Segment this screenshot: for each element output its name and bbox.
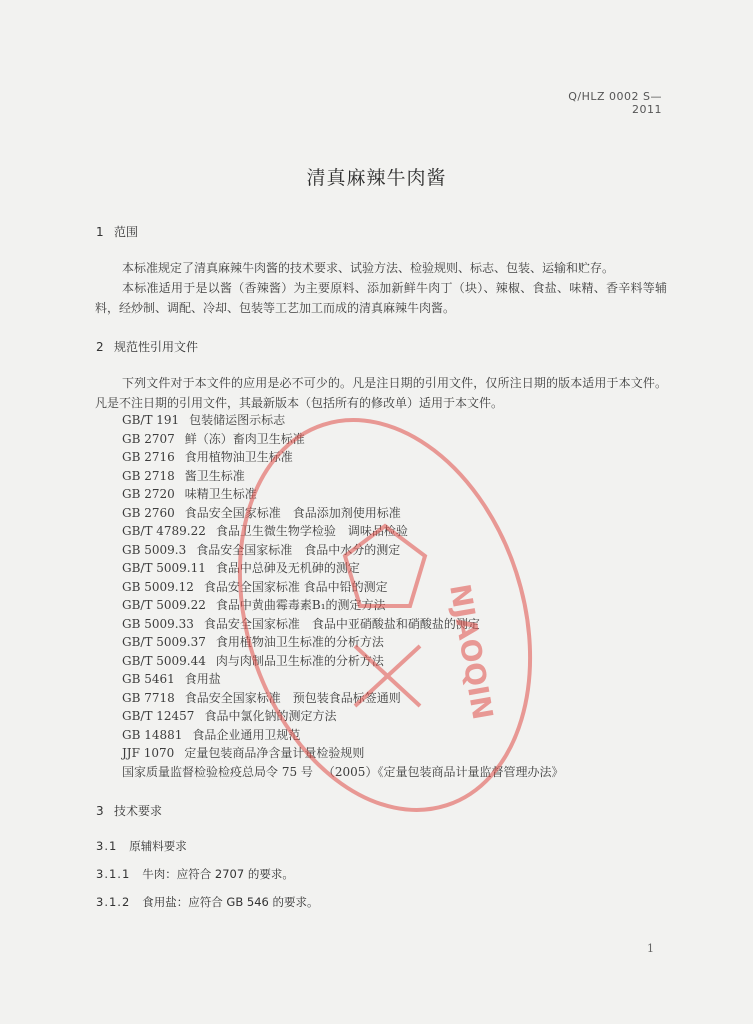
reference-title: 食品企业通用卫规范 xyxy=(192,727,301,742)
reference-item xyxy=(122,541,563,560)
reference-item xyxy=(122,707,563,726)
subsection-3-1-2 xyxy=(96,894,318,910)
reference-item xyxy=(122,615,563,634)
subsection-text: 牛肉：应符合 2707 的要求。 xyxy=(142,867,294,881)
page-number: 1 xyxy=(647,942,654,955)
reference-title: 食品中氯化钠的测定方法 xyxy=(204,709,337,723)
reference-title: 食用植物油卫生标准的分析方法 xyxy=(215,635,384,649)
reference-code: GB/T 4789.22 xyxy=(122,524,206,538)
subsection-3-1 xyxy=(96,838,187,854)
reference-list xyxy=(122,411,563,781)
reference-item xyxy=(122,596,563,615)
reference-item xyxy=(122,411,563,430)
reference-code: GB 2718 xyxy=(122,468,175,483)
reference-code: GB/T 5009.44 xyxy=(122,653,206,668)
reference-title: 定量包装商品净含量计量检验规则 xyxy=(184,746,365,760)
reference-title: 食品中总砷及无机砷的测定 xyxy=(215,561,360,575)
reference-code: GB/T 5009.22 xyxy=(122,598,206,612)
reference-item xyxy=(122,670,563,689)
reference-title: 肉与肉制品卫生标准的分析方法 xyxy=(215,653,384,668)
reference-code: GB 2760 xyxy=(122,505,175,520)
reference-code: GB 5461 xyxy=(122,672,175,686)
reference-code: GB 2707 xyxy=(122,431,175,446)
subsection-number: 3.1.1 xyxy=(96,867,131,881)
reference-item xyxy=(122,522,563,541)
reference-code: 国家质量监督检验检疫总局令 75 号 xyxy=(122,764,313,779)
reference-code: GB/T 12457 xyxy=(122,709,195,723)
reference-item xyxy=(122,578,563,597)
reference-item xyxy=(122,652,563,671)
section-title: 范围 xyxy=(114,225,139,239)
section-2-heading xyxy=(96,338,198,355)
reference-item xyxy=(122,485,563,504)
section-3-heading xyxy=(96,802,162,819)
reference-code: GB 5009.33 xyxy=(122,616,194,631)
reference-code: GB 5009.3 xyxy=(122,542,187,557)
reference-item xyxy=(122,504,563,523)
reference-code: GB 2716 xyxy=(122,450,175,464)
scope-paragraph-2: 本标准适用于是以酱（香辣酱）为主要原料、添加新鲜牛肉丁（块）、辣椒、食盐、味精、香辛料等辅料，经炒制、调配、冷却、包装等工艺加工而成的清真麻辣牛肉酱。 xyxy=(95,281,667,315)
reference-item xyxy=(122,430,563,449)
section-1-heading xyxy=(96,223,138,240)
reference-code: GB 5009.12 xyxy=(122,579,194,594)
document-title: 清真麻辣牛肉酱 xyxy=(306,167,447,189)
reference-title: 食品安全国家标准 食品添加剂使用标准 xyxy=(184,505,401,520)
reference-code: GB 14881 xyxy=(122,727,183,742)
reference-title: （2005）《定量包装商品计量监督管理办法》 xyxy=(322,764,564,779)
reference-item xyxy=(122,467,563,486)
reference-item xyxy=(122,633,563,652)
reference-item xyxy=(122,726,563,745)
reference-title: 食品中黄曲霉毒素B₁的测定方法 xyxy=(215,598,386,612)
section-number: 1 xyxy=(96,225,104,239)
subsection-title: 原辅料要求 xyxy=(129,839,187,853)
scope-paragraph-1: 本标准规定了清真麻辣牛肉酱的技术要求、试验方法、检验规则、标志、包装、运输和贮存。 xyxy=(122,261,615,275)
subsection-text: 食用盐：应符合 GB 546 的要求。 xyxy=(142,895,319,909)
reference-code: GB 7718 xyxy=(122,690,175,705)
reference-item xyxy=(122,689,563,708)
reference-title: 食品安全国家标准 食品中水分的测定 xyxy=(196,542,401,557)
reference-title: 食用植物油卫生标准 xyxy=(184,450,293,464)
reference-title: 鲜（冻）畜肉卫生标准 xyxy=(184,431,305,446)
references-intro: 下列文件对于本文件的应用是必不可少的。凡是注日期的引用文件，仅所注日期的版本适用于本文件。凡是不注日期的引用文件，其最新版本（包括所有的修改单）适用于本文件。 xyxy=(95,376,667,410)
reference-title: 酱卫生标准 xyxy=(184,468,245,483)
reference-title: 食用盐 xyxy=(184,672,221,686)
reference-title: 食品卫生微生物学检验 调味品检验 xyxy=(215,524,408,538)
standard-code: Q/HLZ 0002 S—2011 xyxy=(568,90,662,116)
reference-title: 食品安全国家标准 食品中铅的测定 xyxy=(203,579,388,594)
reference-code: JJF 1070 xyxy=(122,746,175,760)
reference-title: 食品安全国家标准 预包装食品标签通则 xyxy=(184,690,401,705)
reference-item xyxy=(122,744,563,763)
reference-title: 食品安全国家标准 食品中亚硝酸盐和硝酸盐的测定 xyxy=(203,616,480,631)
subsection-number: 3.1 xyxy=(96,839,118,853)
section-title: 技术要求 xyxy=(114,804,163,818)
reference-code: GB/T 191 xyxy=(122,413,180,427)
reference-item xyxy=(122,763,563,782)
reference-code: GB 2720 xyxy=(122,487,175,501)
subsection-number: 3.1.2 xyxy=(96,895,131,909)
section-title: 规范性引用文件 xyxy=(114,340,199,354)
reference-title: 味精卫生标准 xyxy=(184,487,257,501)
reference-title: 包装储运图示标志 xyxy=(189,413,286,427)
seal-text: NJAOQIN xyxy=(443,581,500,723)
subsection-3-1-1 xyxy=(96,866,294,882)
reference-code: GB/T 5009.11 xyxy=(122,561,206,575)
section-number: 3 xyxy=(96,804,104,818)
reference-code: GB/T 5009.37 xyxy=(122,635,206,649)
reference-item xyxy=(122,559,563,578)
reference-item xyxy=(122,448,563,467)
section-number: 2 xyxy=(96,340,104,354)
